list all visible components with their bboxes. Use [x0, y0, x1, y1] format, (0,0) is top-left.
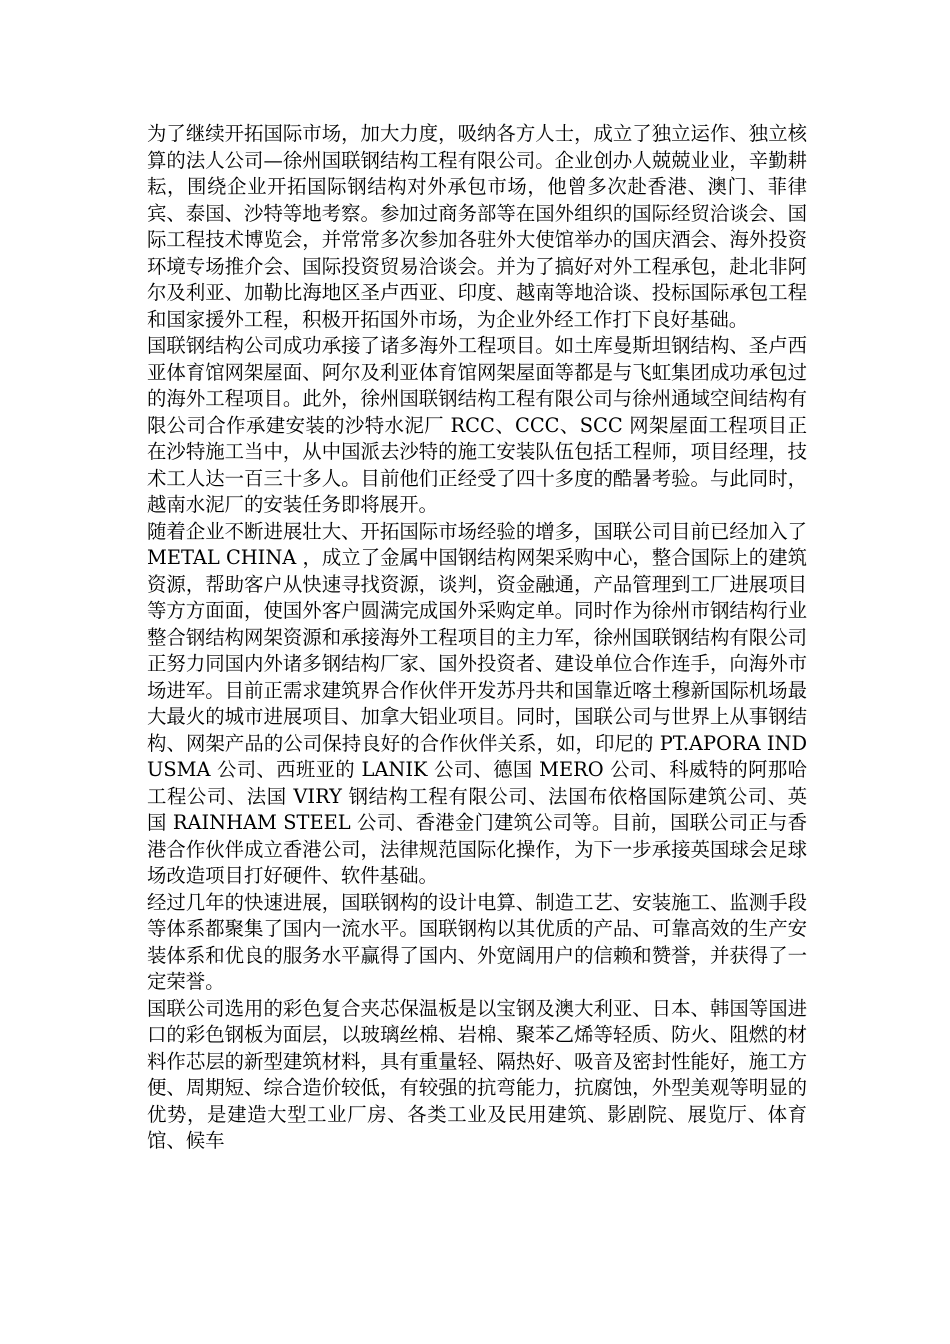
paragraph-technical-level: 经过几年的快速进展，国联钢构的设计电算、制造工艺、安装施工、监测手段等体系都聚集了国内一流水平。国联钢构以其优质的产品、可靠高效的生产安装体系和优良的服务水平赢得了国内、外宽阔用户的信赖和赞誉，并获得了一定荣誉。: [147, 890, 807, 993]
paragraph-overseas-projects: 国联钢结构公司成功承接了诸多海外工程项目。如土库曼斯坦钢结构、圣卢西亚体育馆网架屋面、阿尔及利亚体育馆网架屋面等都是与飞虹集团成功承包过的海外工程项目。此外，徐州国联钢结构工程有限公司与徐州通域空间结构有限公司合作承建安装的沙特水泥厂 RCC、CCC、SCC 网架屋面工程项目正在沙特施工当中，从中国派去沙特的施工安装队伍包括工程师，项目经理，技术工人达一百三十多人。目前他们正经受了四十多度的酷暑考验。与此同时，越南水泥厂的安装任务即将展开。: [147, 334, 807, 516]
paragraph-sandwich-panel: 国联公司选用的彩色复合夹芯保温板是以宝钢及澳大利亚、日本、韩国等国进口的彩色钢板为面层，以玻璃丝棉、岩棉、聚苯乙烯等轻质、防火、阻燃的材料作芯层的新型建筑材料，具有重量轻、隔热好、吸音及密封性能好，施工方便、周期短、综合造价较低，有较强的抗弯能力，抗腐蚀，外型美观等明显的优势，是建造大型工业厂房、各类工业及民用建筑、影剧院、展览厅、体育馆、候车: [147, 996, 807, 1152]
paragraph-metal-china-partners: 随着企业不断进展壮大、开拓国际市场经验的增多，国联公司目前已经加入了 METAL CHINA ，成立了金属中国钢结构网架采购中心，整合国际上的建筑资源，帮助客户从快速寻找资源，谈判，资金融通，产品管理到工厂进展项目等方方面面，使国外客户圆满完成国外采购定单。同时作为徐州市钢结构行业整合钢结构网架资源和承接海外工程项目的主力军，徐州国联钢结构有限公司正努力同国内外诸多钢结构厂家、国外投资者、建设单位合作连手，向海外市场进军。目前正需求建筑界合作伙伴开发苏丹共和国靠近喀土穆新国际机场最大最火的城市进展项目、加拿大铝业项目。同时，国联公司与世界上从事钢结构、网架产品的公司保持良好的合作伙伴关系，如，印尼的 PT.APORA INDUSMA 公司、西班亚的 LANIK 公司、德国 MERO 公司、科威特的阿那哈工程公司、法国 VIRY 钢结构工程有限公司、法国布依格国际建筑公司、英国 RAINHAM STEEL 公司、香港金门建筑公司等。目前，国联公司正与香港合作伙伴成立香港公司，法律规范国际化操作，为下一步承接英国球会足球场改造项目打好硬件、软件基础。: [147, 519, 807, 887]
document-body: [147, 121, 807, 1155]
paragraph-overseas-expansion: 为了继续开拓国际市场，加大力度，吸纳各方人士，成立了独立运作、独立核算的法人公司—徐州国联钢结构工程有限公司。企业创办人兢兢业业，辛勤耕耘，围绕企业开拓国际钢结构对外承包市场，他曾多次赴香港、澳门、菲律宾、泰国、沙特等地考察。参加过商务部等在国外组织的国际经贸洽谈会、国际工程技术博览会，并常常多次参加各驻外大使馆举办的国庆酒会、海外投资环境专场推介会、国际投资贸易洽谈会。并为了搞好对外工程承包，赴北非阿尔及利亚、加勒比海地区圣卢西亚、印度、越南等地洽谈、投标国际承包工程和国家援外工程，积极开拓国外市场，为企业外经工作打下良好基础。: [147, 122, 807, 331]
